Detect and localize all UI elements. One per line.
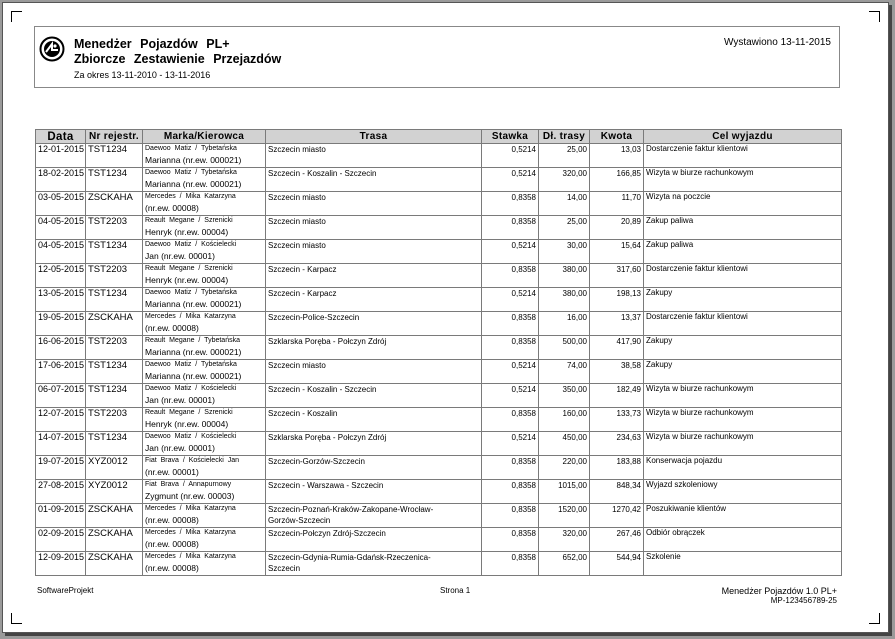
cell-registration: TST1234 [86,384,143,408]
cell-rate: 0,8358 [482,408,539,432]
table-row [36,384,842,408]
cell-rate: 0,8358 [482,312,539,336]
table-row [36,480,842,504]
cell-purpose: Zakup paliwa [644,240,842,264]
cell-amount: 1270,42 [590,504,644,528]
route-line-1: Szczecin-Połczyn Zdrój-Szczecin [268,529,386,538]
cell-vehicle-driver [143,264,266,288]
cell-vehicle-driver [143,168,266,192]
cell-distance: 25,00 [539,216,590,240]
cell-distance: 320,00 [539,168,590,192]
cell-route [266,192,482,216]
table-header-row [36,130,842,144]
cell-distance: 30,00 [539,240,590,264]
vehicle-label: Daewoo Matiz / Tybetańska [145,145,237,152]
driver-label: (nr.ew. 00008) [145,202,199,213]
cell-amount: 11,70 [590,192,644,216]
cell-date: 13-05-2015 [36,288,86,312]
vehicle-label: Fiat Brava / Annapurnowy [145,481,232,488]
driver-label: (nr.ew. 00008) [145,514,199,525]
cell-purpose: Wizyta w biurze rachunkowym [644,432,842,456]
driver-label: Jan (nr.ew. 00001) [145,394,215,405]
cell-route [266,384,482,408]
table-row [36,240,842,264]
cell-registration: TST1234 [86,288,143,312]
vehicle-label: Daewoo Matiz / Tybetańska [145,289,237,296]
cell-route [266,336,482,360]
cell-purpose: Zakupy [644,288,842,312]
cell-route [266,264,482,288]
driver-label: Marianna (nr.ew. 000021) [145,370,242,381]
table-row [36,528,842,552]
route-line-1: Szczecin-Poznań-Kraków-Zakopane-Wrocław- [268,505,434,514]
cell-distance: 25,00 [539,144,590,168]
cell-rate: 0,5214 [482,144,539,168]
vehicle-label: Daewoo Matiz / Kościelecki [145,433,237,440]
cell-route [266,504,482,528]
table-row [36,336,842,360]
cell-rate: 0,8358 [482,264,539,288]
cell-distance: 1015,00 [539,480,590,504]
cell-purpose: Odbiór obrączek [644,528,842,552]
footer-product: Menedżer Pojazdów 1.0 PL+ [721,586,837,596]
cell-vehicle-driver [143,456,266,480]
vehicle-label: Daewoo Matiz / Tybetańska [145,361,237,368]
report-period: Za okres 13-11-2010 - 13-11-2016 [74,70,211,80]
cell-purpose: Szkolenie [644,552,842,576]
vehicle-label: Mercedes / Mika Katarzyna [145,193,236,200]
vehicle-label: Mercedes / Mika Katarzyna [145,529,236,536]
cell-rate: 0,8358 [482,192,539,216]
cell-vehicle-driver [143,144,266,168]
cell-route [266,240,482,264]
vehicle-label: Reault Megane / Szrenicki [145,217,233,224]
cell-route [266,480,482,504]
cell-amount: 544,94 [590,552,644,576]
cell-rate: 0,8358 [482,480,539,504]
route-line-1: Szczecin miasto [268,217,326,226]
table-row [36,456,842,480]
cell-date: 12-05-2015 [36,264,86,288]
crop-mark-bottom-right [869,613,880,624]
cell-purpose: Dostarczenie faktur klientowi [644,144,842,168]
cell-purpose: Wyjazd szkoleniowy [644,480,842,504]
cell-purpose: Wizyta w biurze rachunkowym [644,168,842,192]
cell-date: 02-09-2015 [36,528,86,552]
cell-vehicle-driver [143,192,266,216]
cell-distance: 380,00 [539,264,590,288]
cell-registration: TST1234 [86,432,143,456]
cell-amount: 13,03 [590,144,644,168]
driver-label: Jan (nr.ew. 00001) [145,442,215,453]
cell-distance: 14,00 [539,192,590,216]
issued-date: Wystawiono 13-11-2015 [723,37,831,48]
cell-distance: 500,00 [539,336,590,360]
table-row [36,432,842,456]
cell-amount: 13,37 [590,312,644,336]
cell-date: 19-05-2015 [36,312,86,336]
cell-amount: 848,34 [590,480,644,504]
route-line-1: Szczecin - Warszawa - Szczecin [268,481,384,490]
cell-rate: 0,5214 [482,384,539,408]
cell-date: 19-07-2015 [36,456,86,480]
cell-purpose: Dostarczenie faktur klientowi [644,312,842,336]
cell-date: 14-07-2015 [36,432,86,456]
cell-rate: 0,5214 [482,168,539,192]
table-row [36,408,842,432]
cell-registration: TST1234 [86,168,143,192]
cell-vehicle-driver [143,432,266,456]
cell-amount: 198,13 [590,288,644,312]
cell-registration: ZSCKAHA [86,192,143,216]
cell-route [266,168,482,192]
cell-amount: 317,60 [590,264,644,288]
table-row [36,216,842,240]
cell-registration: TST2203 [86,216,143,240]
cell-route [266,144,482,168]
crop-mark-top-left [11,11,22,22]
cell-registration: ZSCKAHA [86,504,143,528]
cell-registration: TST1234 [86,144,143,168]
cell-amount: 20,89 [590,216,644,240]
vehicle-label: Daewoo Matiz / Kościelecki [145,385,237,392]
column-header-vehicle-driver: Marka/Kierowca [143,130,266,144]
cell-vehicle-driver [143,312,266,336]
table-row [36,360,842,384]
vehicle-label: Reault Megane / Szrenicki [145,409,233,416]
cell-route [266,432,482,456]
report-title: Menedżer Pojazdów PL+ [74,37,230,51]
cell-vehicle-driver [143,552,266,576]
cell-distance: 160,00 [539,408,590,432]
column-header-date: Data [36,130,86,144]
driver-label: Henryk (nr.ew. 00004) [145,418,229,429]
footer-license: MP-123456789-25 [770,596,837,605]
cell-purpose: Zakupy [644,360,842,384]
cell-amount: 234,63 [590,432,644,456]
cell-distance: 380,00 [539,288,590,312]
cell-vehicle-driver [143,528,266,552]
app-logo-icon [39,36,65,62]
trips-table [35,129,842,576]
cell-registration: TST2203 [86,408,143,432]
cell-date: 01-09-2015 [36,504,86,528]
cell-date: 03-05-2015 [36,192,86,216]
cell-registration: ZSCKAHA [86,552,143,576]
table-row [36,144,842,168]
cell-purpose: Wizyta w biurze rachunkowym [644,384,842,408]
table-row [36,264,842,288]
table-row [36,504,842,528]
cell-distance: 450,00 [539,432,590,456]
cell-amount: 15,64 [590,240,644,264]
route-line-1: Szczecin-Gorzów-Szczecin [268,457,365,466]
cell-rate: 0,5214 [482,360,539,384]
cell-amount: 417,90 [590,336,644,360]
footer-product-info [722,586,837,606]
cell-purpose: Konserwacja pojazdu [644,456,842,480]
cell-date: 18-02-2015 [36,168,86,192]
column-header-route: Trasa [266,130,482,144]
cell-rate: 0,5214 [482,432,539,456]
route-line-1: Szczecin - Karpacz [268,289,337,298]
cell-registration: TST1234 [86,240,143,264]
cell-route [266,288,482,312]
cell-rate: 0,8358 [482,216,539,240]
cell-vehicle-driver [143,408,266,432]
column-header-distance: Dł. trasy [539,130,590,144]
cell-registration: TST2203 [86,264,143,288]
table-body [36,144,842,576]
cell-rate: 0,8358 [482,456,539,480]
column-header-registration: Nr rejestr. [86,130,143,144]
cell-route [266,216,482,240]
route-line-1: Szczecin-Gdynia-Rumia-Gdańsk-Rzeczenica- [268,553,431,562]
driver-label: (nr.ew. 00001) [145,466,199,477]
report-subtitle: Zbiorcze Zestawienie Przejazdów [74,52,282,66]
cell-registration: TST1234 [86,360,143,384]
cell-distance: 16,00 [539,312,590,336]
driver-label: Marianna (nr.ew. 000021) [145,178,242,189]
vehicle-label: Reault Megane / Tybetańska [145,337,240,344]
driver-label: Marianna (nr.ew. 000021) [145,346,242,357]
column-header-amount: Kwota [590,130,644,144]
route-line-1: Szczecin miasto [268,193,326,202]
route-line-2: Szczecin [268,564,301,573]
route-line-1: Szczecin-Police-Szczecin [268,313,360,322]
cell-distance: 652,00 [539,552,590,576]
vehicle-label: Mercedes / Mika Katarzyna [145,505,236,512]
cell-purpose: Zakupy [644,336,842,360]
table-row [36,168,842,192]
cell-date: 16-06-2015 [36,336,86,360]
footer-company: SoftwareProjekt [37,586,94,595]
table-row [36,552,842,576]
cell-registration: XYZ0012 [86,480,143,504]
cell-rate: 0,8358 [482,336,539,360]
cell-date: 12-09-2015 [36,552,86,576]
vehicle-label: Reault Megane / Szrenicki [145,265,233,272]
crop-mark-bottom-left [11,613,22,624]
cell-amount: 267,46 [590,528,644,552]
cell-vehicle-driver [143,480,266,504]
driver-label: (nr.ew. 00008) [145,538,199,549]
route-line-1: Szklarska Poręba - Połczyn Zdrój [268,433,387,442]
crop-mark-top-right [869,11,880,22]
vehicle-label: Daewoo Matiz / Kościelecki [145,241,237,248]
report-header [34,26,840,88]
cell-amount: 183,88 [590,456,644,480]
driver-label: Marianna (nr.ew. 000021) [145,154,242,165]
cell-rate: 0,5214 [482,240,539,264]
cell-registration: ZSCKAHA [86,312,143,336]
cell-purpose: Zakup paliwa [644,216,842,240]
table-row [36,288,842,312]
cell-date: 04-05-2015 [36,240,86,264]
cell-vehicle-driver [143,216,266,240]
cell-route [266,408,482,432]
route-line-1: Szczecin - Karpacz [268,265,337,274]
cell-route [266,552,482,576]
route-line-1: Szklarska Poręba - Połczyn Zdrój [268,337,387,346]
driver-label: Zygmunt (nr.ew. 00003) [145,490,235,501]
route-line-1: Szczecin - Koszalin [268,409,338,418]
vehicle-label: Mercedes / Mika Katarzyna [145,313,236,320]
cell-route [266,456,482,480]
cell-rate: 0,8358 [482,552,539,576]
cell-purpose: Dostarczenie faktur klientowi [644,264,842,288]
driver-label: Henryk (nr.ew. 00004) [145,274,229,285]
cell-distance: 1520,00 [539,504,590,528]
cell-date: 12-07-2015 [36,408,86,432]
vehicle-label: Mercedes / Mika Katarzyna [145,553,236,560]
cell-amount: 38,58 [590,360,644,384]
driver-label: Henryk (nr.ew. 00004) [145,226,229,237]
cell-vehicle-driver [143,288,266,312]
cell-date: 04-05-2015 [36,216,86,240]
cell-vehicle-driver [143,336,266,360]
cell-rate: 0,8358 [482,504,539,528]
cell-registration: TST2203 [86,336,143,360]
cell-distance: 220,00 [539,456,590,480]
table-row [36,312,842,336]
driver-label: (nr.ew. 00008) [145,562,199,573]
vehicle-label: Fiat Brava / Kościelecki Jan [145,457,239,464]
column-header-rate: Stawka [482,130,539,144]
route-line-1: Szczecin - Koszalin - Szczecin [268,169,377,178]
cell-amount: 182,49 [590,384,644,408]
cell-rate: 0,8358 [482,528,539,552]
driver-label: (nr.ew. 00008) [145,322,199,333]
cell-registration: XYZ0012 [86,456,143,480]
cell-distance: 74,00 [539,360,590,384]
table-row [36,192,842,216]
cell-purpose: Wizyta na poczcie [644,192,842,216]
cell-date: 17-06-2015 [36,360,86,384]
cell-vehicle-driver [143,384,266,408]
route-line-2: Gorzów-Szczecin [268,516,331,525]
cell-amount: 133,73 [590,408,644,432]
route-line-1: Szczecin - Koszalin - Szczecin [268,385,377,394]
cell-route [266,360,482,384]
cell-vehicle-driver [143,240,266,264]
cell-amount: 166,85 [590,168,644,192]
driver-label: Jan (nr.ew. 00001) [145,250,215,261]
footer-page-number: Strona 1 [440,586,471,595]
cell-purpose: Wizyta w biurze rachunkowym [644,408,842,432]
vehicle-label: Daewoo Matiz / Tybetańska [145,169,237,176]
cell-vehicle-driver [143,504,266,528]
cell-vehicle-driver [143,360,266,384]
driver-label: Marianna (nr.ew. 000021) [145,298,242,309]
cell-route [266,528,482,552]
cell-distance: 350,00 [539,384,590,408]
cell-registration: ZSCKAHA [86,528,143,552]
cell-date: 06-07-2015 [36,384,86,408]
route-line-1: Szczecin miasto [268,145,326,154]
cell-date: 12-01-2015 [36,144,86,168]
cell-date: 27-08-2015 [36,480,86,504]
cell-distance: 320,00 [539,528,590,552]
cell-purpose: Poszukiwanie klientów [644,504,842,528]
column-header-purpose: Cel wyjazdu [644,130,842,144]
route-line-1: Szczecin miasto [268,361,326,370]
cell-route [266,312,482,336]
cell-rate: 0,5214 [482,288,539,312]
route-line-1: Szczecin miasto [268,241,326,250]
